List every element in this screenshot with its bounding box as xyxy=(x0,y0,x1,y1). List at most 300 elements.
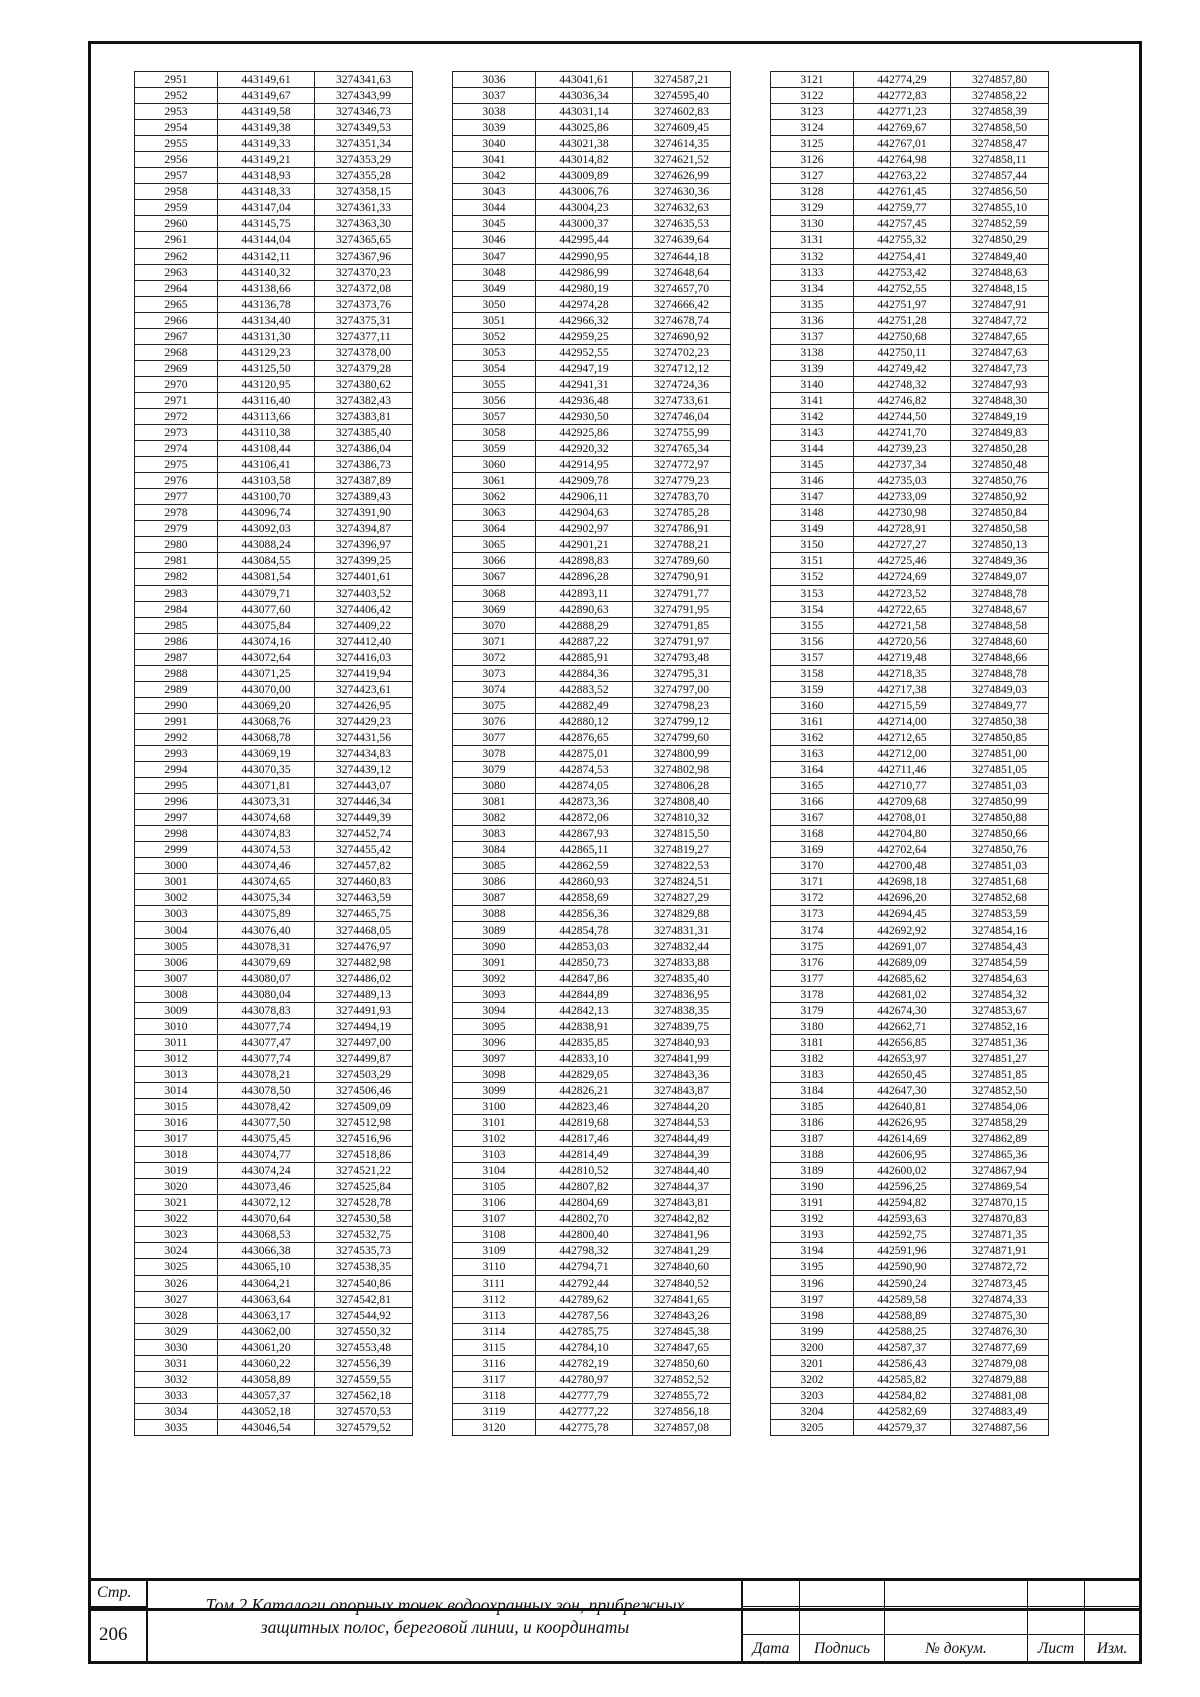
x-coordinate-cell: 442777,22 xyxy=(536,1403,633,1419)
x-coordinate-cell: 442579,37 xyxy=(854,1419,951,1435)
x-coordinate-cell: 442590,24 xyxy=(854,1275,951,1291)
title-block xyxy=(88,1578,1142,1664)
point-number-cell: 3177 xyxy=(771,970,854,986)
x-coordinate-cell: 443088,24 xyxy=(218,537,315,553)
y-coordinate-cell: 3274844,53 xyxy=(633,1115,731,1131)
x-coordinate-cell: 442710,77 xyxy=(854,778,951,794)
x-coordinate-cell: 442712,00 xyxy=(854,745,951,761)
y-coordinate-cell: 3274793,48 xyxy=(633,649,731,665)
x-coordinate-cell: 442860,93 xyxy=(536,874,633,890)
table-row xyxy=(135,200,413,216)
point-number-cell: 2968 xyxy=(135,344,218,360)
point-number-cell: 3143 xyxy=(771,425,854,441)
table-row xyxy=(771,569,1049,585)
y-coordinate-cell: 3274648,64 xyxy=(633,264,731,280)
y-coordinate-cell: 3274848,58 xyxy=(951,617,1049,633)
y-coordinate-cell: 3274850,48 xyxy=(951,457,1049,473)
x-coordinate-cell: 442817,46 xyxy=(536,1131,633,1147)
point-number-cell: 3050 xyxy=(453,296,536,312)
y-coordinate-cell: 3274791,85 xyxy=(633,617,731,633)
x-coordinate-cell: 443142,11 xyxy=(218,248,315,264)
table-row xyxy=(771,1339,1049,1355)
x-coordinate-cell: 442757,45 xyxy=(854,216,951,232)
point-number-cell: 3204 xyxy=(771,1403,854,1419)
y-coordinate-cell: 3274843,36 xyxy=(633,1066,731,1082)
y-coordinate-cell: 3274850,84 xyxy=(951,505,1049,521)
x-coordinate-cell: 442901,21 xyxy=(536,537,633,553)
point-number-cell: 3168 xyxy=(771,826,854,842)
point-number-cell: 3132 xyxy=(771,248,854,264)
x-coordinate-cell: 442952,55 xyxy=(536,344,633,360)
point-number-cell: 3196 xyxy=(771,1275,854,1291)
point-number-cell: 2953 xyxy=(135,104,218,120)
point-number-cell: 3029 xyxy=(135,1323,218,1339)
point-number-cell: 3193 xyxy=(771,1227,854,1243)
point-number-cell: 2970 xyxy=(135,376,218,392)
y-coordinate-cell: 3274396,97 xyxy=(315,537,413,553)
x-coordinate-cell: 442702,64 xyxy=(854,842,951,858)
x-coordinate-cell: 442909,78 xyxy=(536,473,633,489)
x-coordinate-cell: 442739,23 xyxy=(854,441,951,457)
table-row xyxy=(771,954,1049,970)
point-number-cell: 3039 xyxy=(453,120,536,136)
y-coordinate-cell: 3274850,28 xyxy=(951,441,1049,457)
table-row xyxy=(135,1179,413,1195)
table-row xyxy=(453,745,731,761)
x-coordinate-cell: 443110,38 xyxy=(218,425,315,441)
x-coordinate-cell: 442711,46 xyxy=(854,762,951,778)
y-coordinate-cell: 3274848,66 xyxy=(951,649,1049,665)
x-coordinate-cell: 442777,79 xyxy=(536,1387,633,1403)
point-number-cell: 3111 xyxy=(453,1275,536,1291)
x-coordinate-cell: 443092,03 xyxy=(218,521,315,537)
point-number-cell: 3109 xyxy=(453,1243,536,1259)
x-coordinate-cell: 443069,20 xyxy=(218,697,315,713)
x-coordinate-cell: 442890,63 xyxy=(536,601,633,617)
point-number-cell: 3117 xyxy=(453,1371,536,1387)
y-coordinate-cell: 3274465,75 xyxy=(315,906,413,922)
point-number-cell: 3178 xyxy=(771,986,854,1002)
table-row xyxy=(135,858,413,874)
y-coordinate-cell: 3274570,53 xyxy=(315,1403,413,1419)
x-coordinate-cell: 442753,42 xyxy=(854,264,951,280)
table-row xyxy=(453,184,731,200)
y-coordinate-cell: 3274363,30 xyxy=(315,216,413,232)
point-number-cell: 3128 xyxy=(771,184,854,200)
x-coordinate-cell: 442769,67 xyxy=(854,120,951,136)
x-coordinate-cell: 442990,95 xyxy=(536,248,633,264)
table-row xyxy=(135,842,413,858)
x-coordinate-cell: 443075,89 xyxy=(218,906,315,922)
table-row xyxy=(135,794,413,810)
y-coordinate-cell: 3274518,86 xyxy=(315,1147,413,1163)
point-number-cell: 3106 xyxy=(453,1195,536,1211)
x-coordinate-cell: 442744,50 xyxy=(854,408,951,424)
point-number-cell: 3085 xyxy=(453,858,536,874)
x-coordinate-cell: 442727,27 xyxy=(854,537,951,553)
x-coordinate-cell: 443074,65 xyxy=(218,874,315,890)
y-coordinate-cell: 3274831,31 xyxy=(633,922,731,938)
y-coordinate-cell: 3274836,95 xyxy=(633,986,731,1002)
y-coordinate-cell: 3274449,39 xyxy=(315,810,413,826)
x-coordinate-cell: 442767,01 xyxy=(854,136,951,152)
y-coordinate-cell: 3274852,50 xyxy=(951,1082,1049,1098)
x-coordinate-cell: 442814,49 xyxy=(536,1147,633,1163)
y-coordinate-cell: 3274423,61 xyxy=(315,681,413,697)
table-row xyxy=(771,88,1049,104)
y-coordinate-cell: 3274503,29 xyxy=(315,1066,413,1082)
y-coordinate-cell: 3274452,74 xyxy=(315,826,413,842)
y-coordinate-cell: 3274434,83 xyxy=(315,745,413,761)
x-coordinate-cell: 443113,66 xyxy=(218,408,315,424)
x-coordinate-cell: 442914,95 xyxy=(536,457,633,473)
point-number-cell: 3156 xyxy=(771,633,854,649)
y-coordinate-cell: 3274858,47 xyxy=(951,136,1049,152)
y-coordinate-cell: 3274383,81 xyxy=(315,408,413,424)
table-row xyxy=(771,104,1049,120)
y-coordinate-cell: 3274808,40 xyxy=(633,794,731,810)
point-number-cell: 3188 xyxy=(771,1147,854,1163)
point-number-cell: 3048 xyxy=(453,264,536,280)
x-coordinate-cell: 443068,78 xyxy=(218,729,315,745)
y-coordinate-cell: 3274862,89 xyxy=(951,1131,1049,1147)
table-row xyxy=(771,970,1049,986)
point-number-cell: 3176 xyxy=(771,954,854,970)
table-row xyxy=(771,1195,1049,1211)
y-coordinate-cell: 3274849,07 xyxy=(951,569,1049,585)
point-number-cell: 3139 xyxy=(771,360,854,376)
table-row xyxy=(453,922,731,938)
table-row xyxy=(135,1227,413,1243)
x-coordinate-cell: 443062,00 xyxy=(218,1323,315,1339)
y-coordinate-cell: 3274443,07 xyxy=(315,778,413,794)
table-row xyxy=(453,408,731,424)
x-coordinate-cell: 442647,30 xyxy=(854,1082,951,1098)
x-coordinate-cell: 442737,34 xyxy=(854,457,951,473)
x-coordinate-cell: 442974,28 xyxy=(536,296,633,312)
x-coordinate-cell: 442883,52 xyxy=(536,681,633,697)
point-number-cell: 3086 xyxy=(453,874,536,890)
x-coordinate-cell: 442721,58 xyxy=(854,617,951,633)
point-number-cell: 2993 xyxy=(135,745,218,761)
table-row xyxy=(771,537,1049,553)
point-number-cell: 3166 xyxy=(771,794,854,810)
x-coordinate-cell: 443080,07 xyxy=(218,970,315,986)
point-number-cell: 3040 xyxy=(453,136,536,152)
x-coordinate-cell: 442775,78 xyxy=(536,1419,633,1435)
y-coordinate-cell: 3274839,75 xyxy=(633,1018,731,1034)
y-coordinate-cell: 3274535,73 xyxy=(315,1243,413,1259)
y-coordinate-cell: 3274879,08 xyxy=(951,1355,1049,1371)
x-coordinate-cell: 442614,69 xyxy=(854,1131,951,1147)
x-coordinate-cell: 442714,00 xyxy=(854,713,951,729)
x-coordinate-cell: 443078,83 xyxy=(218,1002,315,1018)
y-coordinate-cell: 3274854,43 xyxy=(951,938,1049,954)
table-row xyxy=(135,1323,413,1339)
point-number-cell: 3045 xyxy=(453,216,536,232)
point-number-cell: 3091 xyxy=(453,954,536,970)
point-number-cell: 3084 xyxy=(453,842,536,858)
point-number-cell: 3068 xyxy=(453,585,536,601)
x-coordinate-cell: 442880,12 xyxy=(536,713,633,729)
point-number-cell: 3079 xyxy=(453,762,536,778)
point-number-cell: 3155 xyxy=(771,617,854,633)
y-coordinate-cell: 3274609,45 xyxy=(633,120,731,136)
table-row xyxy=(771,360,1049,376)
x-coordinate-cell: 442966,32 xyxy=(536,312,633,328)
table-row xyxy=(771,489,1049,505)
table-row xyxy=(771,681,1049,697)
table-row xyxy=(771,1227,1049,1243)
x-coordinate-cell: 443148,93 xyxy=(218,168,315,184)
x-coordinate-cell: 442704,80 xyxy=(854,826,951,842)
table-row xyxy=(771,296,1049,312)
point-number-cell: 3119 xyxy=(453,1403,536,1419)
table-row xyxy=(453,1115,731,1131)
y-coordinate-cell: 3274391,90 xyxy=(315,505,413,521)
y-coordinate-cell: 3274439,12 xyxy=(315,762,413,778)
y-coordinate-cell: 3274873,45 xyxy=(951,1275,1049,1291)
table-row xyxy=(453,890,731,906)
table-row xyxy=(135,88,413,104)
table-row xyxy=(771,1403,1049,1419)
point-number-cell: 3100 xyxy=(453,1099,536,1115)
y-coordinate-cell: 3274346,73 xyxy=(315,104,413,120)
table-row xyxy=(135,408,413,424)
table-row xyxy=(453,72,731,88)
y-coordinate-cell: 3274850,99 xyxy=(951,794,1049,810)
table-row xyxy=(453,1034,731,1050)
y-coordinate-cell: 3274765,34 xyxy=(633,441,731,457)
table-row xyxy=(135,1339,413,1355)
x-coordinate-cell: 442904,63 xyxy=(536,505,633,521)
table-row xyxy=(135,649,413,665)
table-row xyxy=(453,1387,731,1403)
y-coordinate-cell: 3274857,08 xyxy=(633,1419,731,1435)
y-coordinate-cell: 3274409,22 xyxy=(315,617,413,633)
x-coordinate-cell: 443134,40 xyxy=(218,312,315,328)
table-row xyxy=(453,312,731,328)
x-coordinate-cell: 443108,44 xyxy=(218,441,315,457)
x-coordinate-cell: 443070,35 xyxy=(218,762,315,778)
y-coordinate-cell: 3274788,21 xyxy=(633,537,731,553)
y-coordinate-cell: 3274867,94 xyxy=(951,1163,1049,1179)
x-coordinate-cell: 442959,25 xyxy=(536,328,633,344)
x-coordinate-cell: 443070,64 xyxy=(218,1211,315,1227)
point-number-cell: 3195 xyxy=(771,1259,854,1275)
point-number-cell: 2998 xyxy=(135,826,218,842)
y-coordinate-cell: 3274850,76 xyxy=(951,473,1049,489)
table-row xyxy=(135,312,413,328)
y-coordinate-cell: 3274632,63 xyxy=(633,200,731,216)
x-coordinate-cell: 442749,42 xyxy=(854,360,951,376)
page-label-divider xyxy=(91,1606,146,1608)
point-number-cell: 3060 xyxy=(453,457,536,473)
y-coordinate-cell: 3274621,52 xyxy=(633,152,731,168)
point-number-cell: 3116 xyxy=(453,1355,536,1371)
x-coordinate-cell: 442856,36 xyxy=(536,906,633,922)
y-coordinate-cell: 3274772,97 xyxy=(633,457,731,473)
x-coordinate-cell: 442585,82 xyxy=(854,1371,951,1387)
y-coordinate-cell: 3274387,89 xyxy=(315,473,413,489)
point-number-cell: 3200 xyxy=(771,1339,854,1355)
x-coordinate-cell: 443147,04 xyxy=(218,200,315,216)
x-coordinate-cell: 442906,11 xyxy=(536,489,633,505)
table-row xyxy=(453,216,731,232)
y-coordinate-cell: 3274847,91 xyxy=(951,296,1049,312)
point-number-cell: 2990 xyxy=(135,697,218,713)
table-row xyxy=(771,136,1049,152)
table-row xyxy=(771,248,1049,264)
table-row xyxy=(453,120,731,136)
y-coordinate-cell: 3274394,87 xyxy=(315,521,413,537)
y-coordinate-cell: 3274858,39 xyxy=(951,104,1049,120)
x-coordinate-cell: 442854,78 xyxy=(536,922,633,938)
x-coordinate-cell: 442594,82 xyxy=(854,1195,951,1211)
x-coordinate-cell: 443129,23 xyxy=(218,344,315,360)
table-row xyxy=(135,360,413,376)
y-coordinate-cell: 3274525,84 xyxy=(315,1179,413,1195)
y-coordinate-cell: 3274486,02 xyxy=(315,970,413,986)
table-row xyxy=(771,745,1049,761)
y-coordinate-cell: 3274783,70 xyxy=(633,489,731,505)
point-number-cell: 3112 xyxy=(453,1291,536,1307)
point-number-cell: 3077 xyxy=(453,729,536,745)
table-row xyxy=(771,232,1049,248)
x-coordinate-cell: 442692,92 xyxy=(854,922,951,938)
y-coordinate-cell: 3274841,96 xyxy=(633,1227,731,1243)
table-row xyxy=(771,425,1049,441)
point-number-cell: 3097 xyxy=(453,1050,536,1066)
x-coordinate-cell: 443036,34 xyxy=(536,88,633,104)
point-number-cell: 3140 xyxy=(771,376,854,392)
x-coordinate-cell: 442835,85 xyxy=(536,1034,633,1050)
y-coordinate-cell: 3274847,73 xyxy=(951,360,1049,376)
point-number-cell: 3173 xyxy=(771,906,854,922)
point-number-cell: 3113 xyxy=(453,1307,536,1323)
point-number-cell: 3000 xyxy=(135,858,218,874)
x-coordinate-cell: 442626,95 xyxy=(854,1115,951,1131)
y-coordinate-cell: 3274858,11 xyxy=(951,152,1049,168)
x-coordinate-cell: 443125,50 xyxy=(218,360,315,376)
y-coordinate-cell: 3274386,73 xyxy=(315,457,413,473)
y-coordinate-cell: 3274798,23 xyxy=(633,697,731,713)
x-coordinate-cell: 443079,71 xyxy=(218,585,315,601)
x-coordinate-cell: 442802,70 xyxy=(536,1211,633,1227)
point-number-cell: 3126 xyxy=(771,152,854,168)
x-coordinate-cell: 442719,48 xyxy=(854,649,951,665)
x-coordinate-cell: 443145,75 xyxy=(218,216,315,232)
x-coordinate-cell: 442925,86 xyxy=(536,425,633,441)
y-coordinate-cell: 3274844,49 xyxy=(633,1131,731,1147)
y-coordinate-cell: 3274854,59 xyxy=(951,954,1049,970)
table-row xyxy=(453,280,731,296)
y-coordinate-cell: 3274852,59 xyxy=(951,216,1049,232)
y-coordinate-cell: 3274556,39 xyxy=(315,1355,413,1371)
x-coordinate-cell: 443060,22 xyxy=(218,1355,315,1371)
table-row xyxy=(771,505,1049,521)
table-row xyxy=(135,425,413,441)
point-number-cell: 3184 xyxy=(771,1082,854,1098)
table-row xyxy=(453,970,731,986)
y-coordinate-cell: 3274349,53 xyxy=(315,120,413,136)
x-coordinate-cell: 443149,38 xyxy=(218,120,315,136)
y-coordinate-cell: 3274857,80 xyxy=(951,72,1049,88)
point-number-cell: 3175 xyxy=(771,938,854,954)
x-coordinate-cell: 442887,22 xyxy=(536,633,633,649)
y-coordinate-cell: 3274877,69 xyxy=(951,1339,1049,1355)
x-coordinate-cell: 443069,19 xyxy=(218,745,315,761)
table-row xyxy=(453,617,731,633)
y-coordinate-cell: 3274843,87 xyxy=(633,1082,731,1098)
point-number-cell: 3034 xyxy=(135,1403,218,1419)
y-coordinate-cell: 3274553,48 xyxy=(315,1339,413,1355)
point-number-cell: 2980 xyxy=(135,537,218,553)
y-coordinate-cell: 3274657,70 xyxy=(633,280,731,296)
x-coordinate-cell: 442694,45 xyxy=(854,906,951,922)
point-number-cell: 3012 xyxy=(135,1050,218,1066)
y-coordinate-cell: 3274848,30 xyxy=(951,392,1049,408)
table-row xyxy=(135,553,413,569)
point-number-cell: 2964 xyxy=(135,280,218,296)
y-coordinate-cell: 3274851,03 xyxy=(951,778,1049,794)
y-coordinate-cell: 3274844,39 xyxy=(633,1147,731,1163)
table-row xyxy=(453,328,731,344)
y-coordinate-cell: 3274358,15 xyxy=(315,184,413,200)
table-row xyxy=(771,312,1049,328)
table-row xyxy=(135,376,413,392)
x-coordinate-cell: 443074,53 xyxy=(218,842,315,858)
x-coordinate-cell: 442789,62 xyxy=(536,1291,633,1307)
point-number-cell: 2952 xyxy=(135,88,218,104)
table-row xyxy=(771,1259,1049,1275)
table-row xyxy=(453,1147,731,1163)
y-coordinate-cell: 3274849,19 xyxy=(951,408,1049,424)
x-coordinate-cell: 442896,28 xyxy=(536,569,633,585)
table-row xyxy=(453,585,731,601)
table-row xyxy=(771,1147,1049,1163)
point-number-cell: 2996 xyxy=(135,794,218,810)
point-number-cell: 2963 xyxy=(135,264,218,280)
table-row xyxy=(453,489,731,505)
point-number-cell: 3099 xyxy=(453,1082,536,1098)
x-coordinate-cell: 443075,84 xyxy=(218,617,315,633)
table-row xyxy=(135,264,413,280)
x-coordinate-cell: 443073,46 xyxy=(218,1179,315,1195)
y-coordinate-cell: 3274844,20 xyxy=(633,1099,731,1115)
y-coordinate-cell: 3274639,64 xyxy=(633,232,731,248)
point-number-cell: 3094 xyxy=(453,1002,536,1018)
point-number-cell: 3074 xyxy=(453,681,536,697)
table-row xyxy=(135,1403,413,1419)
table-row xyxy=(771,376,1049,392)
table-row xyxy=(771,1034,1049,1050)
y-coordinate-cell: 3274724,36 xyxy=(633,376,731,392)
page-label: Стр. xyxy=(97,1584,132,1601)
table-row xyxy=(453,1211,731,1227)
title-block-top-line xyxy=(91,1578,1139,1581)
point-number-cell: 3083 xyxy=(453,826,536,842)
x-coordinate-cell: 442733,09 xyxy=(854,489,951,505)
x-coordinate-cell: 443077,60 xyxy=(218,601,315,617)
table-row xyxy=(453,521,731,537)
table-row xyxy=(135,874,413,890)
point-number-cell: 3055 xyxy=(453,376,536,392)
y-coordinate-cell: 3274379,28 xyxy=(315,360,413,376)
x-coordinate-cell: 442842,13 xyxy=(536,1002,633,1018)
point-number-cell: 2983 xyxy=(135,585,218,601)
point-number-cell: 3065 xyxy=(453,537,536,553)
